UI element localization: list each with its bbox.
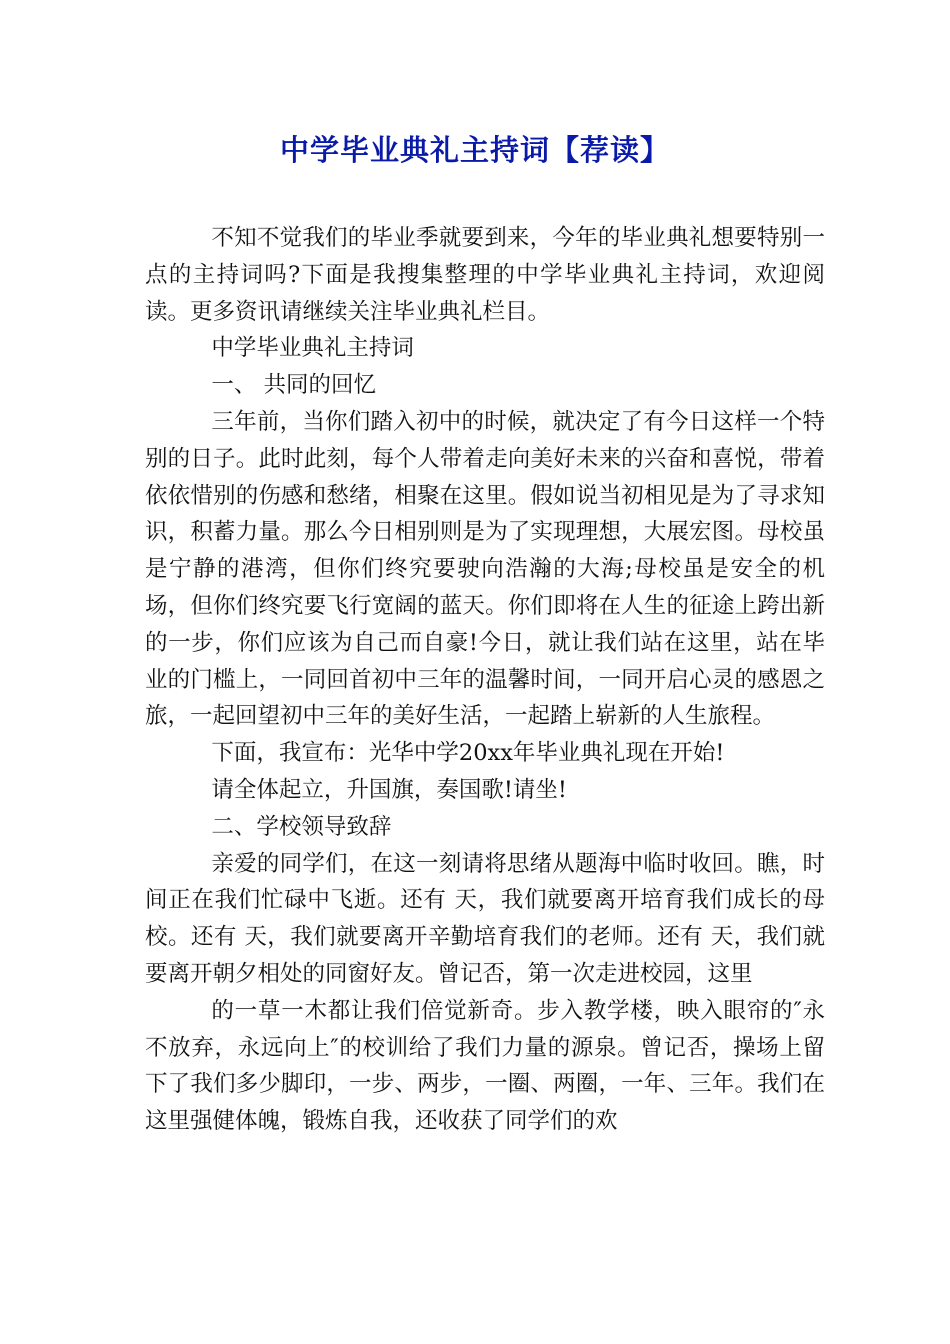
paragraph-memories: 三年前，当你们踏入初中的时候，就决定了有今日这样一个特别的日子。此时此刻，每个人带着走向美好未来的兴奋和喜悦，带着依依惜别的伤感和愁绪，相聚在这里。假如说当初相见是为了寻求知识，积蓄力量。那么今日相别则是为了实现理想，大展宏图。母校虽是宁静的港湾，但你们终究要驶向浩瀚的大海;母校虽是安全的机场，但你们终究要飞行宽阔的蓝天。你们即将在人生的征途上跨出新的一步，你们应该为自己而自豪!今日，就让我们站在这里，站在毕业的门槛上，一同回首初中三年的温馨时间，一同开启心灵的感恩之旅，一起回望初中三年的美好生活，一起踏上崭新的人生旅程。: [145, 408, 825, 730]
section-heading-2: 二、学校领导致辞: [211, 813, 392, 840]
document-body: [145, 220, 825, 1140]
paragraph-intro: 不知不觉我们的毕业季就要到来，今年的毕业典礼想要特别一点的主持词吗?下面是我搜集整理的中学毕业典礼主持词，欢迎阅读。更多资讯请继续关注毕业典礼栏目。: [145, 225, 825, 325]
document-title: 中学毕业典礼主持词【荐读】: [279, 133, 670, 167]
section-heading-1: 一、 共同的回忆: [211, 372, 377, 399]
paragraph-anthem: 请全体起立，升国旗，奏国歌!请坐!: [211, 776, 567, 803]
paragraph-leader-speech: 亲爱的同学们，在这一刻请将思绪从题海中临时收回。瞧，时间正在我们忙碌中飞逝。还有 天，我们就要离开培育我们成长的母校。还有 天，我们就要离开辛勤培育我们的老师。还有 天，我们就要离开朝夕相处的同窗好友。曾记否，第一次走进校园，这里: [145, 850, 825, 987]
paragraph-announcement: 下面，我宣布：光华中学20xx年毕业典礼现在开始!: [211, 740, 725, 767]
paragraph-subtitle: 中学毕业典礼主持词: [211, 335, 414, 362]
paragraph-campus: 的一草一木都让我们倍觉新奇。步入教学楼，映入眼帘的″永不放弃，永远向上″的校训给了我们力量的源泉。曾记否，操场上留下了我们多少脚印，一步、两步，一圈、两圈，一年、三年。我们在这里强健体魄，锻炼自我，还收获了同学们的欢: [145, 997, 825, 1135]
